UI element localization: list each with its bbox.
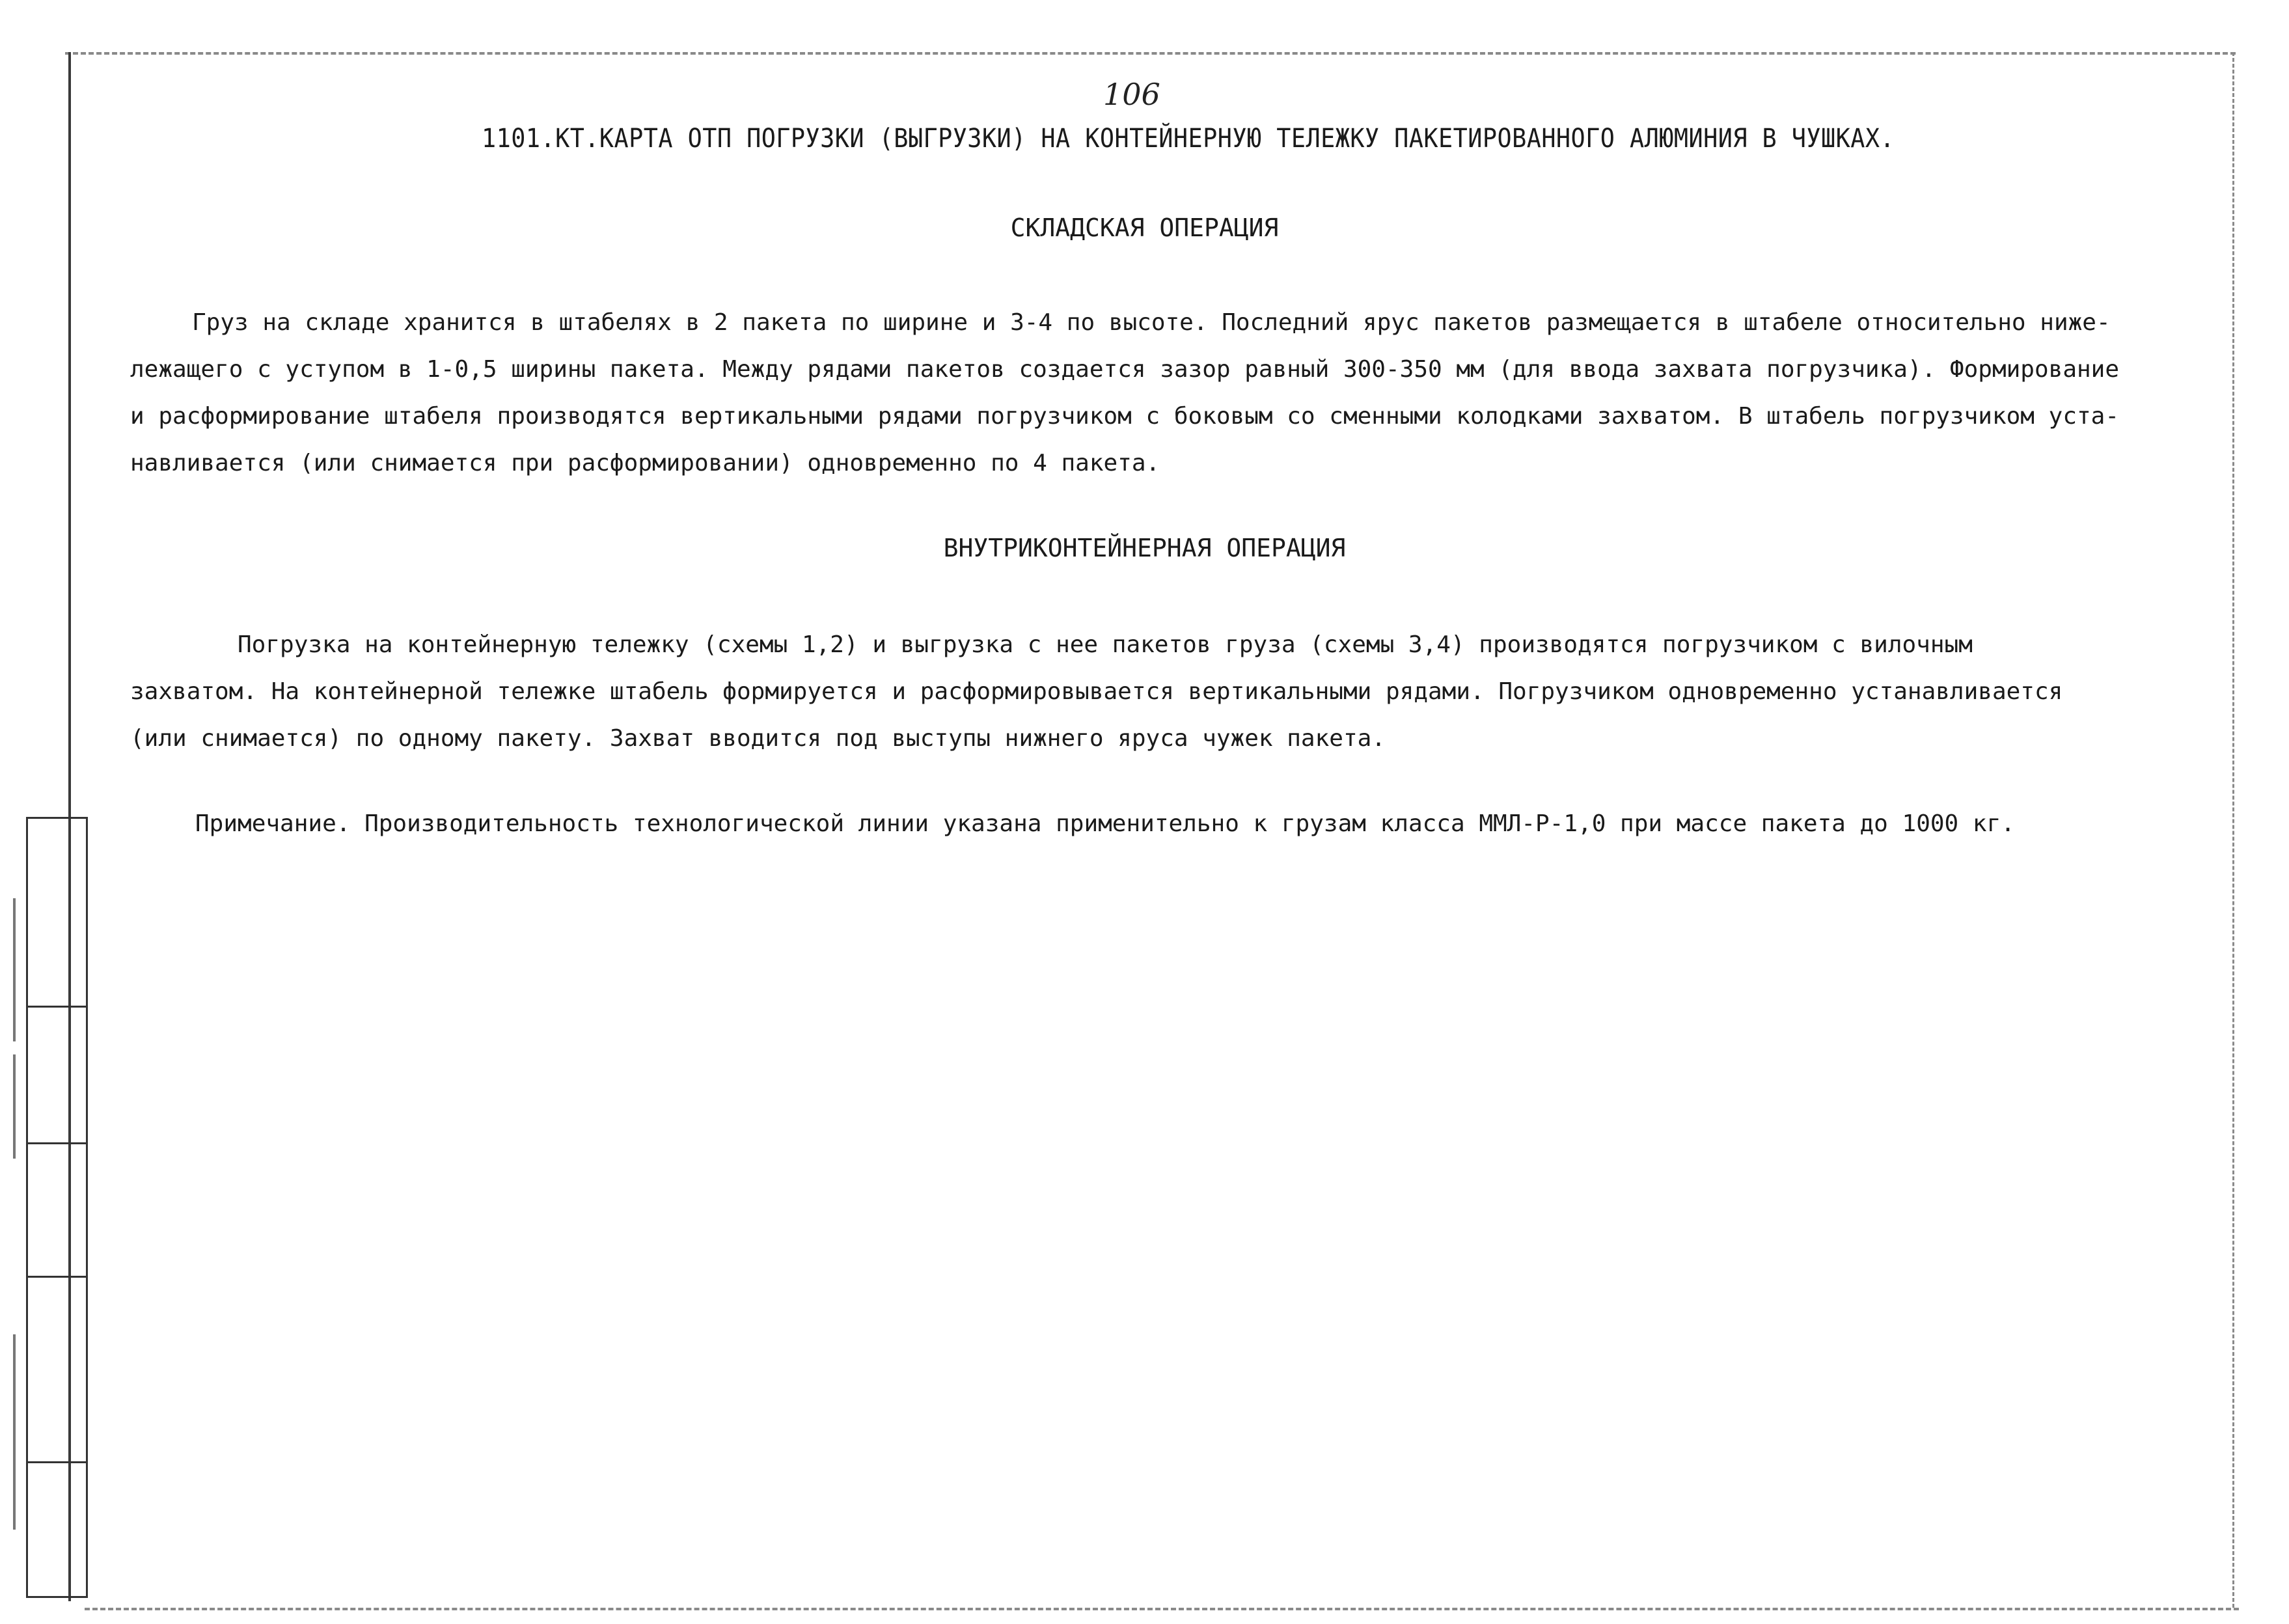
warehouse-section-heading: СКЛАДСКАЯ ОПЕРАЦИЯ	[1010, 213, 1279, 242]
paragraph-line: и расформирование штабеля производятся вертикальными рядами погрузчиком с боковым со сменными колодками захватом. В штабель погрузчиком уста-	[130, 403, 2120, 430]
margin-scan-mark	[13, 1334, 16, 1530]
stamp-cell	[28, 1144, 86, 1278]
paragraph-line: навливается (или снимается при расформировании) одновременно по 4 пакета.	[130, 450, 1160, 476]
paragraph-line: захватом. На контейнерной тележке штабель формируется и расформировывается вертикальными рядами. Погрузчиком одновременно устанавливается	[130, 678, 2063, 705]
paragraph-line: лежащего с уступом в 1-0,5 ширины пакета. Между рядами пакетов создается зазор равный 300-350 мм (для ввода захвата погрузчика). Формирование	[130, 356, 2120, 383]
footnote: Примечание. Производительность технологической линии указана применительно к грузам класса ММЛ-Р-1,0 при массе пакета до 1000 кг.	[195, 810, 2015, 837]
paragraph-line: Погрузка на контейнерную тележку (схемы 1,2) и выгрузка с нее пакетов груза (схемы 3,4) производятся погрузчиком с вилочным	[238, 631, 1973, 658]
frame-bottom-border	[85, 1608, 2239, 1610]
page-number: 106	[1103, 77, 1160, 112]
paragraph-line: Груз на складе хранится в штабелях в 2 пакета по ширине и 3-4 по высоте. Последний ярус пакетов размещается в штабеле относительно ниже-	[192, 309, 2111, 336]
stamp-cell	[28, 1278, 86, 1463]
warehouse-paragraph	[130, 299, 2119, 487]
container-paragraph	[130, 622, 2063, 762]
stamp-cell	[28, 1008, 86, 1144]
document-title: 1101.КТ.КАРТА ОТП ПОГРУЗКИ (ВЫГРУЗКИ) НА КОНТЕЙНЕРНУЮ ТЕЛЕЖКУ ПАКЕТИРОВАННОГО АЛЮМИНИЯ В ЧУШКАХ.	[482, 124, 1895, 154]
stamp-cell	[28, 1463, 86, 1596]
margin-scan-mark	[13, 1054, 16, 1159]
frame-top-border	[65, 52, 2236, 55]
frame-right-border	[2232, 52, 2234, 1608]
container-section-heading: ВНУТРИКОНТЕЙНЕРНАЯ ОПЕРАЦИЯ	[943, 534, 1346, 562]
margin-scan-mark	[13, 898, 16, 1041]
margin-stamp-box	[26, 817, 88, 1598]
stamp-cell	[28, 819, 86, 1008]
paragraph-line: (или снимается) по одному пакету. Захват вводится под выступы нижнего яруса чужек пакета.	[130, 725, 1386, 752]
